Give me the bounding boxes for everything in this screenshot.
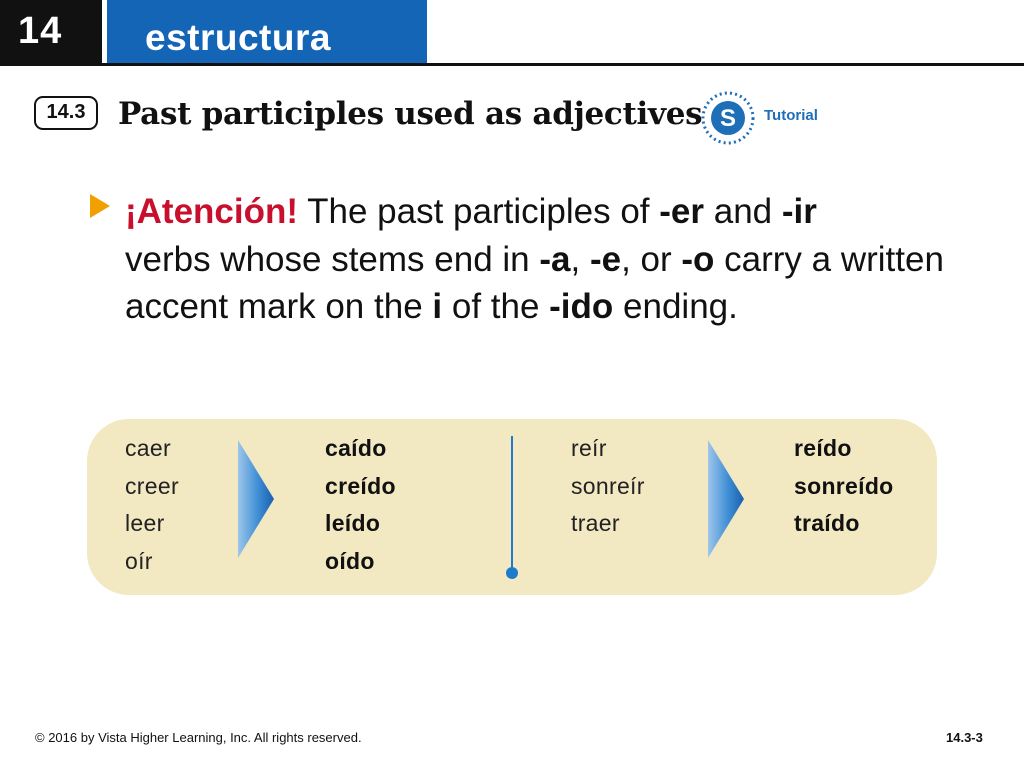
text-run: ,: [570, 239, 590, 279]
text-run: , or: [621, 239, 682, 279]
infinitive-traer: traer: [571, 510, 620, 536]
participle-traido: traído: [794, 510, 860, 536]
ending-er: -er: [659, 192, 705, 231]
left-arrow-icon: [238, 440, 276, 558]
text-run: of the: [442, 287, 550, 326]
column-divider: [511, 436, 513, 570]
stem-o: -o: [681, 239, 715, 279]
text-run: and: [704, 192, 782, 231]
participle-creido: creído: [325, 473, 396, 499]
tutorial-label: Tutorial: [764, 107, 818, 124]
infinitive-oir: oír: [125, 548, 153, 574]
participle-reido: reído: [794, 435, 852, 461]
copyright-notice: © 2016 by Vista Higher Learning, Inc. All rights reserved.: [35, 730, 362, 745]
ending-ido: -ido: [549, 287, 614, 326]
participle-sonreido: sonreído: [794, 473, 894, 499]
infinitive-creer: creer: [125, 473, 179, 499]
participle-oido: oído: [325, 548, 375, 574]
stem-e: -e: [589, 239, 622, 279]
letter-i: i: [432, 287, 443, 326]
infinitive-leer: leer: [125, 510, 165, 536]
text-run: The past participles of: [298, 192, 660, 231]
header-rule: [0, 63, 1024, 66]
ending-ir: -ir: [781, 192, 817, 231]
infinitive-reir: reír: [571, 435, 607, 461]
page-number: 14.3-3: [946, 730, 983, 745]
bullet-arrow-icon: [90, 194, 110, 218]
chapter-header: [0, 0, 1024, 66]
text-run: carry a written accent mark on the: [125, 239, 944, 326]
tutorial-link[interactable]: [700, 90, 840, 146]
section-number-badge: 14.3: [34, 96, 98, 130]
bullet-text: [125, 188, 945, 331]
chapter-section-title: estructura: [107, 0, 427, 63]
infinitive-sonreir: sonreír: [571, 473, 645, 499]
text-run: verbs whose stems end in: [125, 239, 540, 279]
tutorial-icon: [700, 90, 756, 146]
chapter-number: 14: [0, 0, 102, 63]
right-arrow-icon: [708, 440, 746, 558]
text-run: ending.: [613, 287, 738, 326]
participle-caido: caído: [325, 435, 387, 461]
participle-leido: leído: [325, 510, 381, 536]
divider-dot: [506, 567, 518, 579]
tutorial-icon-letter: S: [719, 105, 737, 132]
stem-a: -a: [539, 239, 571, 279]
section-title: Past participles used as adjectives: [118, 96, 703, 132]
attention-label: ¡Atención!: [125, 192, 299, 231]
infinitive-caer: caer: [125, 435, 171, 461]
